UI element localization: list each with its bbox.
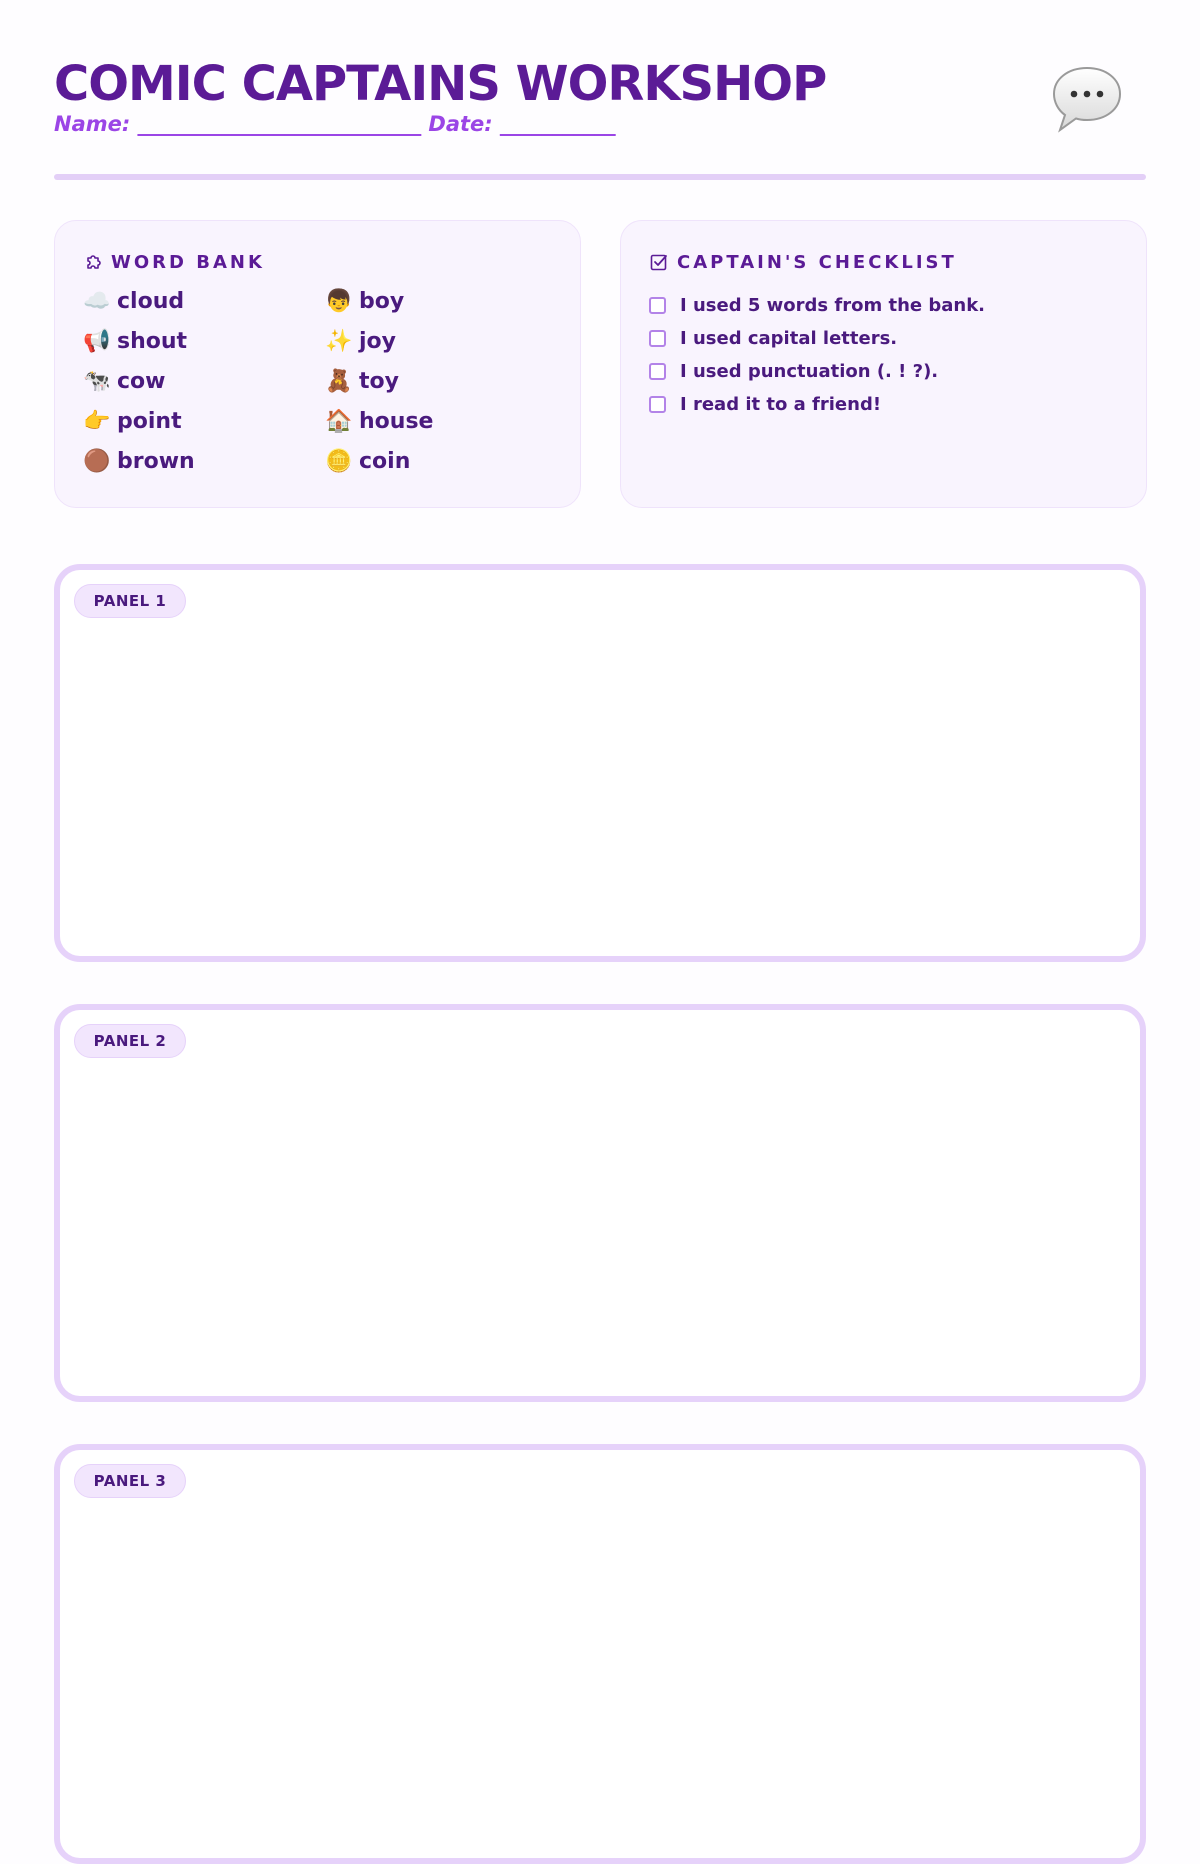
- word-label: brown: [117, 449, 195, 474]
- cloud-icon: ☁️: [83, 289, 111, 314]
- panel-label: PANEL 2: [74, 1024, 186, 1058]
- word-label: joy: [359, 329, 396, 354]
- word-label: boy: [359, 289, 405, 314]
- house-icon: 🏠: [325, 409, 353, 434]
- word-brown: [83, 447, 325, 476]
- sparkles-icon: ✨: [325, 329, 353, 354]
- word-label: toy: [359, 369, 399, 394]
- megaphone-icon: 📢: [83, 329, 111, 354]
- word-cloud: [83, 287, 325, 316]
- checklist-item[interactable]: [649, 355, 1118, 388]
- checklist-item[interactable]: [649, 388, 1118, 421]
- page-title: COMIC CAPTAINS WORKSHOP: [54, 56, 827, 112]
- word-bank-title: WORD BANK: [111, 251, 265, 273]
- coin-icon: 🪙: [325, 449, 353, 474]
- checklist-card: [620, 220, 1147, 508]
- word-house: [325, 407, 525, 436]
- panel-label: PANEL 3: [74, 1464, 186, 1498]
- checklist-item-label: I used punctuation (. ! ?).: [680, 361, 939, 382]
- word-bank-heading: [83, 249, 552, 275]
- word-cow: [83, 367, 325, 396]
- comic-panel-1[interactable]: [54, 564, 1146, 962]
- checkbox[interactable]: [649, 297, 666, 314]
- checklist-item-label: I used 5 words from the bank.: [680, 295, 986, 316]
- header-divider: [54, 174, 1146, 180]
- checkbox[interactable]: [649, 396, 666, 413]
- comic-panel-3[interactable]: [54, 1444, 1146, 1864]
- boy-icon: 👦: [325, 289, 353, 314]
- word-shout: [83, 327, 325, 356]
- checkbox[interactable]: [649, 330, 666, 347]
- checklist-title: CAPTAIN'S CHECKLIST: [677, 251, 957, 273]
- checklist-heading: [649, 249, 1118, 275]
- cow-icon: 🐄: [83, 369, 111, 394]
- checklist-items: [649, 289, 1118, 421]
- checklist-item-label: I used capital letters.: [680, 328, 898, 349]
- pointing-hand-icon: 👉: [83, 409, 111, 434]
- word-point: [83, 407, 325, 436]
- word-coin: [325, 447, 525, 476]
- checkbox[interactable]: [649, 363, 666, 380]
- word-boy: [325, 287, 525, 316]
- comic-panel-2[interactable]: [54, 1004, 1146, 1402]
- worksheet-header: [54, 52, 1124, 136]
- checklist-item[interactable]: [649, 289, 1118, 322]
- word-label: shout: [117, 329, 188, 354]
- puzzle-outline-icon: [83, 252, 103, 272]
- word-bank-card: [54, 220, 581, 508]
- word-toy: [325, 367, 525, 396]
- teddy-bear-icon: 🧸: [325, 369, 353, 394]
- word-joy: [325, 327, 525, 356]
- word-bank-grid: [83, 287, 552, 476]
- brown-circle-icon: 🟤: [83, 449, 111, 474]
- word-label: cow: [117, 369, 166, 394]
- word-label: cloud: [117, 289, 185, 314]
- word-label: point: [117, 409, 182, 434]
- word-label: coin: [359, 449, 411, 474]
- word-label: house: [359, 409, 434, 434]
- name-date-line: Name: ___________________________ Date: ___________: [54, 112, 616, 136]
- checklist-item[interactable]: [649, 322, 1118, 355]
- checkbox-icon: [649, 252, 669, 272]
- checklist-item-label: I read it to a friend!: [680, 394, 882, 415]
- panel-label: PANEL 1: [74, 584, 186, 618]
- speech-bubble-icon: [1052, 64, 1122, 136]
